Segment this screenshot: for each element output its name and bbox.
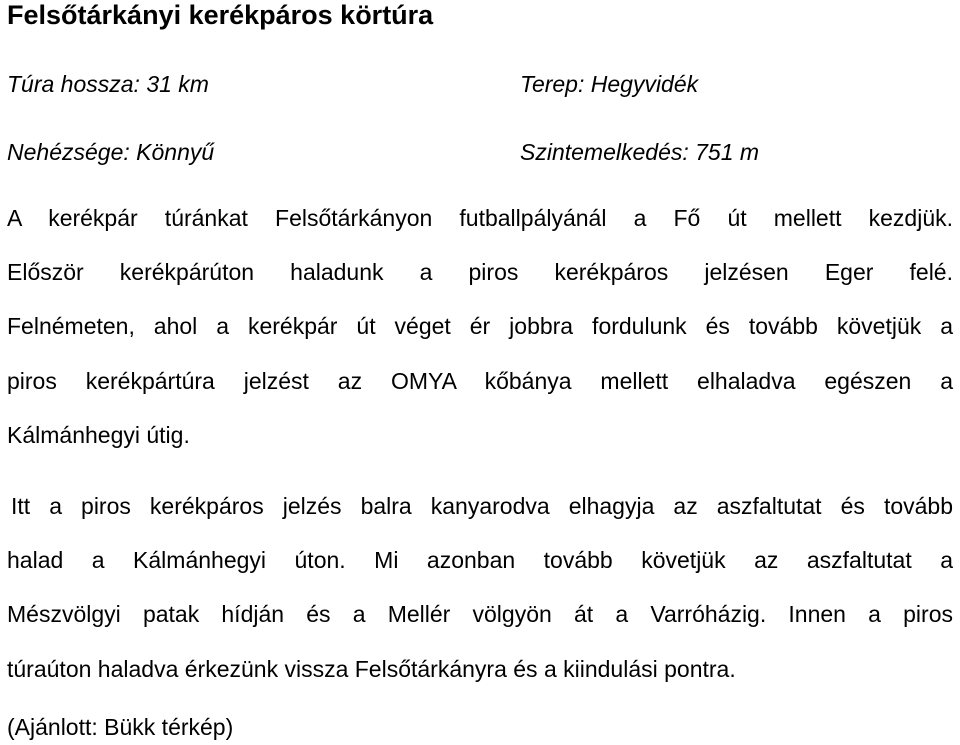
elevation-gain: Szintemelkedés: 751 m xyxy=(520,139,760,165)
recommended-map-note: (Ajánlott: Bükk térkép) xyxy=(7,714,234,740)
paragraph-route-start xyxy=(7,191,953,462)
difficulty-level: Nehézsége: Könnyű xyxy=(7,139,215,165)
paragraph-line: túraúton haladva érkezünk vissza Felsőtárkányra és a kiindulási pontra. xyxy=(7,655,736,682)
paragraph-line: Felnémeten, ahol a kerékpár út véget ér jobbra fordulunk és tovább követjük a xyxy=(7,313,953,340)
page-title: Felsőtárkányi kerékpáros körtúra xyxy=(7,0,434,30)
paragraph-line: A kerékpár túránkat Felsőtárkányon futballpályánál a Fő út mellett kezdjük. xyxy=(7,205,953,231)
tour-length: Túra hossza: 31 km xyxy=(7,71,209,97)
paragraph-route-continue xyxy=(7,479,953,696)
paragraph-line: Itt a piros kerékpáros jelzés balra kanyarodva elhagyja az aszfaltutat és tovább xyxy=(11,493,953,519)
paragraph-line: piros kerékpártúra jelzést az OMYA kőbánya mellett elhaladva egészen a xyxy=(7,367,953,394)
paragraph-line: Kálmánhegyi útig. xyxy=(7,421,190,448)
paragraph-line: halad a Kálmánhegyi úton. Mi azonban tovább követjük az aszfaltutat a xyxy=(7,547,953,574)
paragraph-line: Mészvölgyi patak hídján és a Mellér völgyön át a Varróházig. Innen a piros xyxy=(7,601,953,628)
terrain-type: Terep: Hegyvidék xyxy=(520,71,699,97)
paragraph-line: Először kerékpárúton haladunk a piros kerékpáros jelzésen Eger felé. xyxy=(7,259,953,286)
